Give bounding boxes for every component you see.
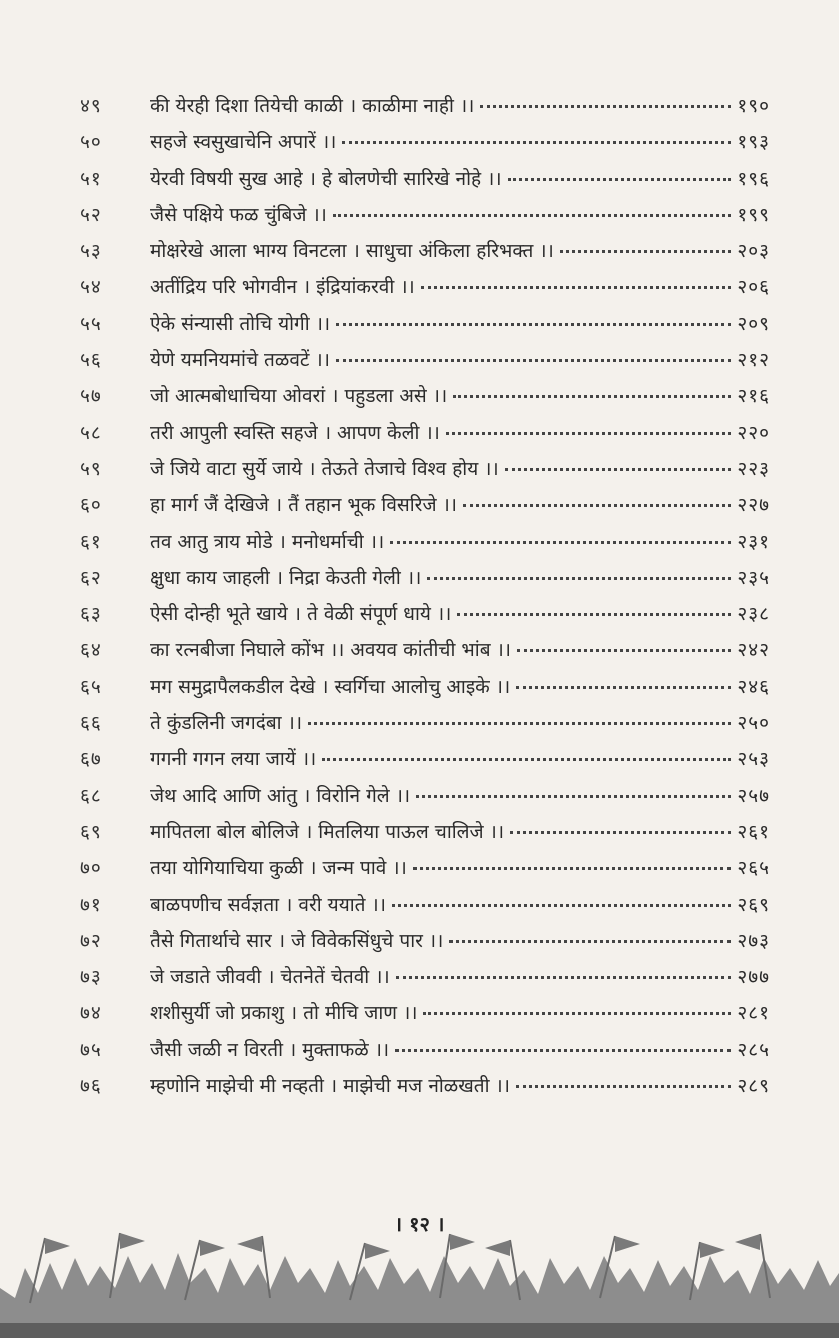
- verse-number: ६३: [80, 603, 102, 626]
- toc-row: [80, 487, 770, 523]
- page-reference: २६१: [737, 820, 770, 843]
- verse-title: तव आतु त्राय मोडे । मनोधर्माची ।।: [150, 530, 385, 553]
- verse-number: ६०: [80, 494, 102, 517]
- page-reference: १९६: [737, 167, 770, 190]
- verse-title: जेथ आदि आणि आंतु । विरोनि गेले ।।: [150, 784, 411, 807]
- dot-leader: [449, 939, 731, 943]
- dot-leader: [308, 721, 731, 725]
- page-reference: २३८: [737, 603, 770, 626]
- verse-title: ऐके संन्यासी तोचि योगी ।।: [150, 312, 331, 335]
- page-reference: २६५: [737, 857, 770, 880]
- page-reference: २३५: [737, 566, 770, 589]
- verse-title: की येरही दिशा तियेची काळी । काळीमा नाही ।।: [150, 95, 475, 117]
- verse-number: ७६: [80, 1075, 102, 1098]
- toc-row: [80, 632, 770, 668]
- dot-leader: [396, 975, 732, 979]
- verse-title: म्हणोनि माझेची मी नव्हती । माझेची मज नोळखती ।।: [150, 1075, 510, 1098]
- page-reference: २४२: [737, 639, 770, 662]
- verse-title: गगनी गगन लया जायें ।।: [150, 748, 317, 771]
- page-reference: १९०: [737, 95, 770, 117]
- dot-leader: [516, 1084, 731, 1088]
- dot-leader: [333, 213, 731, 217]
- dot-leader: [390, 540, 731, 544]
- verse-number: ६७: [80, 748, 102, 771]
- toc-row: [80, 923, 770, 959]
- verse-title: ते कुंडलिनी जगदंबा ।।: [150, 712, 303, 735]
- verse-number: ७२: [80, 929, 102, 952]
- verse-title: जे जडाते जीववी । चेतनेतें चेतवी ।।: [150, 966, 390, 989]
- verse-title: का रत्नबीजा निघाले कोंभ ।। अवयव कांतीची भांब ।।: [150, 639, 511, 662]
- verse-number: ७५: [80, 1038, 102, 1061]
- verse-number: ५७: [80, 385, 102, 408]
- page-reference: २०३: [737, 240, 770, 263]
- dot-leader: [395, 1048, 731, 1052]
- verse-title: हा मार्ग जैं देखिजे । तैं तहान भूक विसरिजे ।।: [150, 494, 457, 517]
- toc-row: [80, 850, 770, 886]
- toc-row: [80, 1032, 770, 1068]
- verse-title: तरी आपुली स्वस्ति सहजे । आपण केली ।।: [150, 421, 440, 444]
- verse-title: मग समुद्रापैलकडील देखे । स्वर्गिचा आलोचु आइके ।।: [150, 675, 511, 698]
- page-reference: २२७: [737, 494, 770, 517]
- page-reference: २७३: [737, 929, 770, 952]
- verse-number: ४९: [80, 95, 102, 117]
- page-reference: २०९: [737, 312, 770, 335]
- toc-row: [80, 88, 770, 124]
- verse-title: जैसे पक्षिये फळ चुंबिजे ।।: [150, 203, 327, 226]
- page-reference: २६९: [737, 893, 770, 916]
- verse-title: बाळपणीच सर्वज्ञता । वरी ययाते ।।: [150, 893, 386, 916]
- verse-number: ६८: [80, 784, 102, 807]
- dot-leader: [463, 503, 731, 507]
- page-reference: २१६: [737, 385, 770, 408]
- verse-title: अतींद्रिय परि भोगवीन । इंद्रियांकरवी ।।: [150, 276, 415, 299]
- toc-row: [80, 887, 770, 923]
- dot-leader: [446, 431, 731, 435]
- dot-leader: [453, 394, 731, 398]
- verse-title: शशीसुर्यी जो प्रकाशु । तो मीचि जाण ।।: [150, 1002, 418, 1025]
- verse-number: ५१: [80, 167, 102, 190]
- verse-number: ६४: [80, 639, 102, 662]
- verse-number: ७१: [80, 893, 102, 916]
- page-reference: २३१: [737, 530, 770, 553]
- page-reference: २५३: [737, 748, 770, 771]
- verse-title: सहजे स्वसुखाचेनि अपारें ।।: [150, 131, 337, 154]
- dot-leader: [517, 648, 731, 652]
- verse-title: मोक्षरेखे आला भाग्य विनटला । साधुचा अंकिला हरिभक्त ।।: [150, 240, 554, 263]
- toc-row: [80, 959, 770, 995]
- toc-row: [80, 378, 770, 414]
- verse-title: तैसे गितार्थाचे सार । जे विवेकसिंधुचे पार ।।: [150, 929, 444, 952]
- page-reference: २८९: [737, 1075, 770, 1098]
- verse-number: ६९: [80, 820, 102, 843]
- dot-leader: [516, 685, 731, 689]
- page-number: । १२ ।: [394, 1212, 445, 1236]
- dot-leader: [505, 467, 732, 471]
- toc-row: [80, 233, 770, 269]
- verse-number: ५२: [80, 203, 102, 226]
- page-reference: २५०: [737, 712, 770, 735]
- dot-leader: [560, 249, 732, 253]
- verse-title: मापितला बोल बोलिजे । मितलिया पाऊल चालिजे ।।: [150, 820, 505, 843]
- verse-title: क्षुधा काय जाहली । निद्रा केउती गेली ।।: [150, 566, 422, 589]
- toc-row: [80, 306, 770, 342]
- dot-leader: [427, 576, 731, 580]
- verse-title: तया योगियाचिया कुळी । जन्म पावे ।।: [150, 857, 407, 880]
- dot-leader: [322, 757, 731, 761]
- verse-number: ५३: [80, 240, 102, 263]
- verse-number: ६५: [80, 675, 102, 698]
- verse-number: ५५: [80, 312, 102, 335]
- page-reference: २८५: [737, 1038, 770, 1061]
- page-reference: २२३: [737, 457, 770, 480]
- verse-number: ५८: [80, 421, 102, 444]
- toc-row: [80, 705, 770, 741]
- verse-number: ७४: [80, 1002, 102, 1025]
- verse-number: ६२: [80, 566, 102, 589]
- toc-row: [80, 596, 770, 632]
- toc-row: [80, 1068, 770, 1104]
- dot-leader: [336, 358, 731, 362]
- toc-row: [80, 778, 770, 814]
- toc-row: [80, 814, 770, 850]
- table-of-contents: [80, 88, 770, 1104]
- toc-row: [80, 524, 770, 560]
- dot-leader: [342, 140, 731, 144]
- toc-row: [80, 415, 770, 451]
- page-reference: २८१: [737, 1002, 770, 1025]
- toc-row: [80, 161, 770, 197]
- page-reference: १९९: [737, 203, 770, 226]
- toc-row: [80, 995, 770, 1031]
- dot-leader: [457, 612, 731, 616]
- toc-row: [80, 342, 770, 378]
- procession-illustration: [0, 1228, 839, 1338]
- page-reference: २४६: [737, 675, 770, 698]
- dot-leader: [421, 285, 732, 289]
- toc-row: [80, 741, 770, 777]
- dot-leader: [336, 322, 731, 326]
- verse-number: ५६: [80, 349, 102, 372]
- verse-title: येरवी विषयी सुख आहे । हे बोलणेची सारिखे नोहे ।।: [150, 167, 502, 190]
- verse-number: ६६: [80, 712, 102, 735]
- page-reference: २०६: [737, 276, 770, 299]
- toc-row: [80, 269, 770, 305]
- verse-number: ५९: [80, 457, 102, 480]
- toc-row: [80, 197, 770, 233]
- page-reference: २७७: [737, 966, 770, 989]
- verse-number: ५४: [80, 276, 102, 299]
- verse-number: ७३: [80, 966, 102, 989]
- dot-leader: [508, 177, 732, 181]
- verse-number: ७०: [80, 857, 102, 880]
- toc-row: [80, 560, 770, 596]
- verse-title: जो आत्मबोधाचिया ओवरां । पहुडला असे ।।: [150, 385, 448, 408]
- page-reference: २५७: [737, 784, 770, 807]
- verse-number: ६१: [80, 530, 102, 553]
- dot-leader: [423, 1011, 731, 1015]
- verse-title: जे जिये वाटा सुर्ये जाये । तेऊते तेजाचे विश्व होय ।।: [150, 457, 499, 480]
- page-reference: २१२: [737, 349, 770, 372]
- page-reference: २२०: [737, 421, 770, 444]
- toc-row: [80, 451, 770, 487]
- toc-row: [80, 124, 770, 160]
- dot-leader: [510, 830, 731, 834]
- verse-title: जैसी जळी न विरती । मुक्ताफळे ।।: [150, 1038, 390, 1061]
- page-reference: १९३: [737, 131, 770, 154]
- dot-leader: [413, 866, 732, 870]
- dot-leader: [392, 903, 731, 907]
- verse-title: येणे यमनियमांचे तळवटें ।।: [150, 349, 330, 372]
- verse-number: ५०: [80, 131, 102, 154]
- dot-leader: [480, 104, 731, 108]
- dot-leader: [416, 794, 731, 798]
- verse-title: ऐसी दोन्ही भूते खाये । ते वेळी संपूर्ण धाये ।।: [150, 603, 452, 626]
- toc-row: [80, 669, 770, 705]
